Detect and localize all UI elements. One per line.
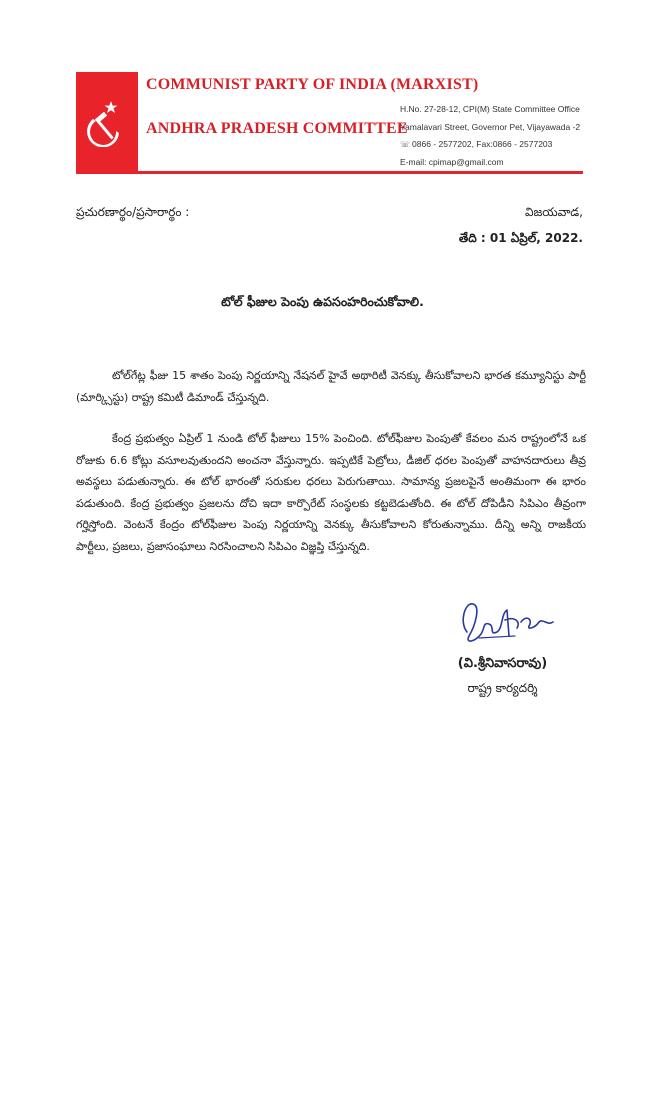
headline: టోల్ ఫీజుల పెంపు ఉపసంహరించుకోవాలి. — [221, 294, 424, 309]
paragraph-text: టోల్‌గేట్ల ఫీజు 15 శాతం పెంపు నిర్ణయాన్ని నేషనల్ హైవే అథారిటీ వెనక్కు తీసుకోవాలని భారత కమ్యూనిస్టు పార్టీ (మార్క్సిస్టు) రాష్ట్ర కమిటీ డిమాండ్ చేస్తున్నది. — [76, 369, 586, 404]
phone-icon: ☏ — [400, 140, 411, 149]
handwritten-signature — [455, 592, 565, 652]
phone-fax: 0866 - 2577202, Fax:0866 - 2577203 — [412, 139, 553, 149]
body-paragraph-1 — [76, 365, 586, 408]
body-paragraph-2 — [76, 428, 586, 557]
hammer-sickle-logo — [76, 72, 138, 172]
city: విజయవాడ, — [524, 205, 583, 219]
date: తేది : 01 ఏప్రిల్, 2022. — [458, 231, 583, 245]
org-name: COMMUNIST PARTY OF INDIA (MARXIST) — [146, 76, 479, 93]
signatory-title: రాష్ట్ర కార్యదర్శి — [467, 681, 538, 695]
address-line-1: H.No. 27-28-12, CPI(M) State Committee Office — [400, 104, 580, 114]
address-line-2: Yamalavari Street, Governor Pet, Vijayawada -2 — [400, 121, 581, 132]
paragraph-text: కేంద్ర ప్రభుత్వం ఏప్రిల్ 1 నుండి టోల్ ఫీజులు 15% పెంచింది. టోల్‌ఫీజుల పెంపుతో కేవలం మన రాష్ట్రంలోనే ఒక రోజుకు 6.6 కోట్లు వసూలవుతుందని అంచనా వేస్తున్నారు. ఇప్పటికే పెట్రోలు, డీజిల్ ధరల పెంపుతో వాహనదారులు తీవ్ర అవస్థలు పడుతున్నారు. ఈ టోల్ భారంతో సరుకుల ధరలు పెరుగుతాయి. సామాన్య ప్రజలపైనే అంతిమంగా ఈ భారం పడుతుంది. కేంద్ర ప్రభుత్వం ప్రజలను దోచి ఇదా కార్పొరేట్ సంస్థలకు కట్టబెడుతోంది. ఈ టోల్ దోపిడీని సిపిఎం తీవ్రంగా గర్హిస్తోంది. వెంటనే కేంద్రం టోల్‌ఫీజుల పెంపు నిర్ణయాన్ని వెనక్కు తీసుకోవాలని కోరుతున్నాము. దీన్ని అన్ని రాజకీయ పార్టీలు, ప్రజలు, ప్రజాసంఘాలు నిరసించాలని సిపిఎం విజ్ఞప్తి చేస్తున్నది. — [76, 432, 586, 553]
phone-line — [400, 136, 580, 154]
release-label: ప్రచురణార్థం/ప్రసారార్థం : — [76, 205, 190, 219]
email-line: E-mail: cpimap@gmail.com — [400, 156, 504, 167]
committee-name: ANDHRA PRADESH COMMITTEE — [146, 120, 408, 137]
signatory-name: (వి.శ్రీనివాసరావు) — [457, 656, 548, 671]
header-divider — [76, 171, 583, 174]
contact-block — [400, 101, 580, 171]
letterhead — [76, 72, 583, 174]
hammer-sickle-icon — [85, 97, 129, 147]
